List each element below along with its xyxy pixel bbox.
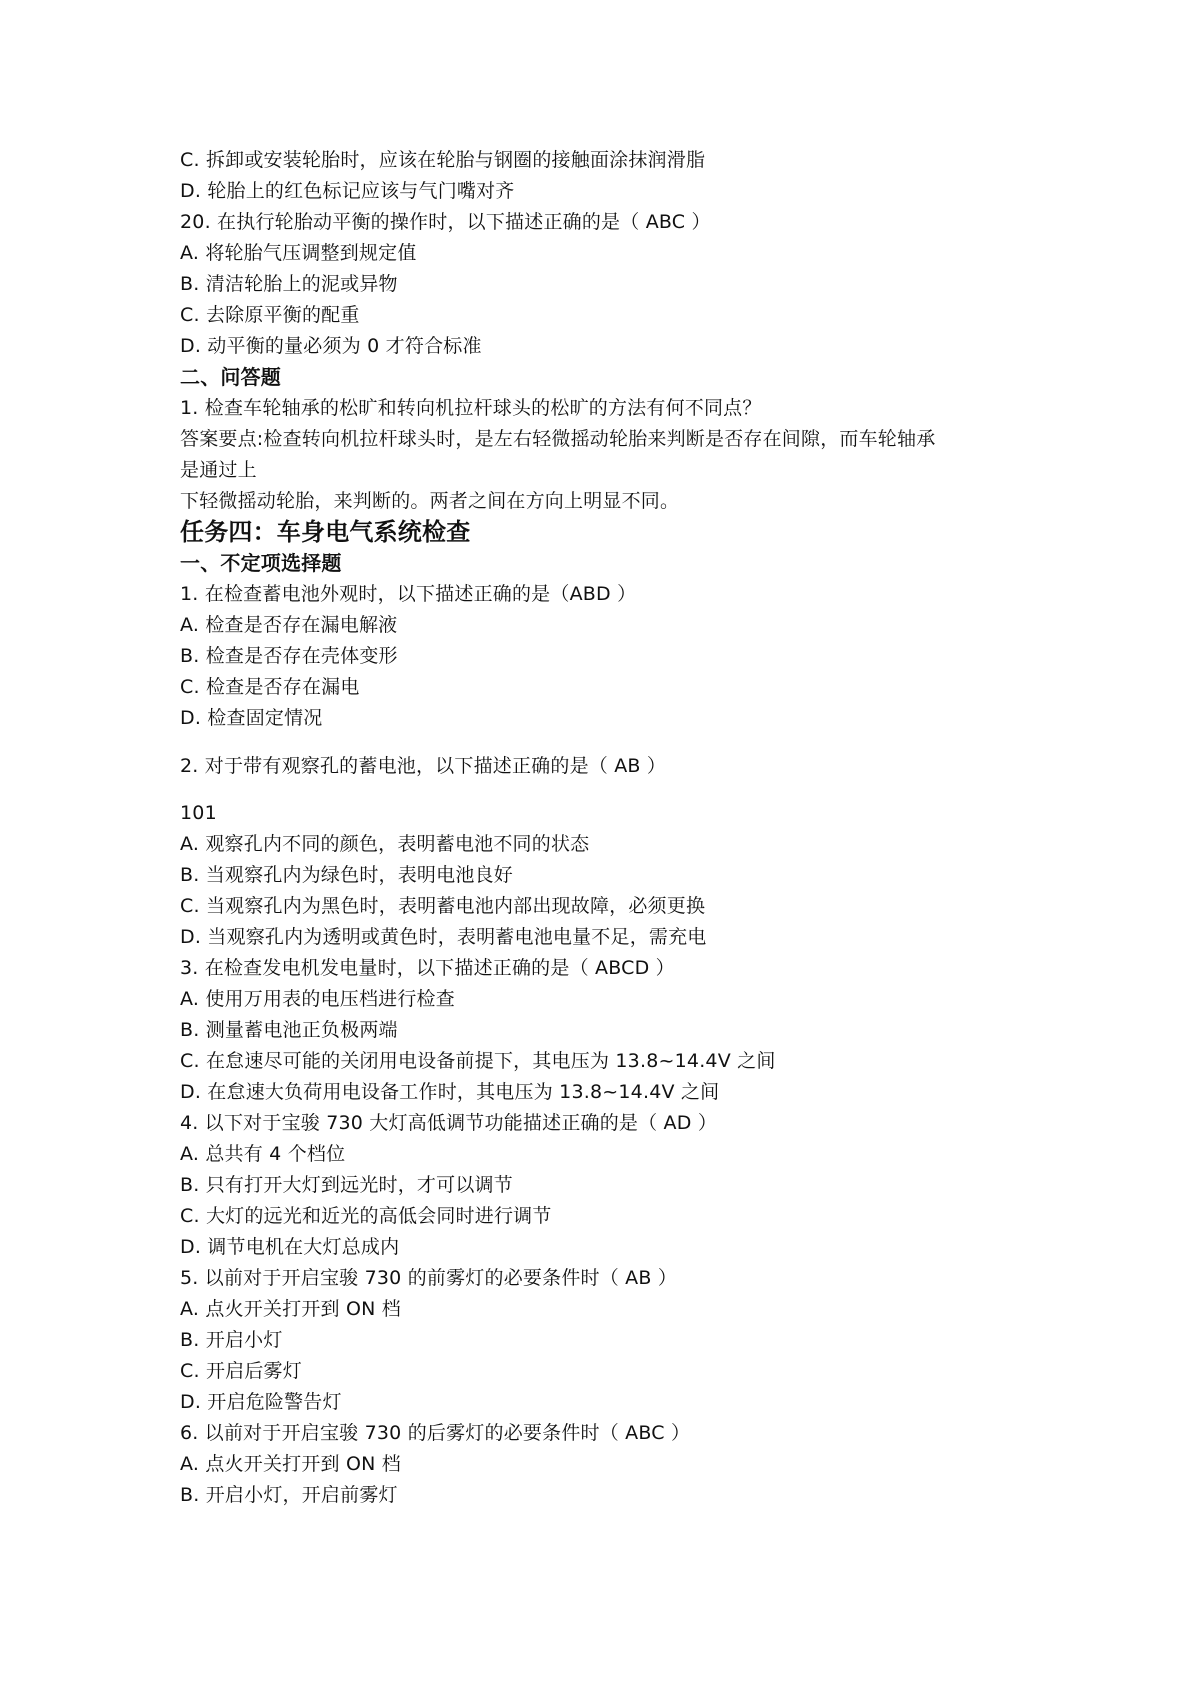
option-d: D. 动平衡的量必须为 0 才符合标准	[180, 335, 482, 357]
option-a: A. 观察孔内不同的颜色，表明蓄电池不同的状态	[180, 833, 590, 855]
option-b: B. 只有打开大灯到远光时，才可以调节	[180, 1174, 513, 1196]
question-20: 20. 在执行轮胎动平衡的操作时，以下描述正确的是（ ABC ）	[180, 211, 711, 233]
answer-line: 答案要点:检查转向机拉杆球头时，是左右轻微摇动轮胎来判断是否存在间隙，而车轮轴承	[180, 428, 936, 450]
option-d: D. 在怠速大负荷用电设备工作时，其电压为 13.8~14.4V 之间	[180, 1081, 720, 1103]
option-c: C. 检查是否存在漏电	[180, 676, 360, 698]
option-d: D. 当观察孔内为透明或黄色时，表明蓄电池电量不足，需充电	[180, 926, 707, 948]
option-b: B. 当观察孔内为绿色时，表明电池良好	[180, 864, 513, 886]
page-number: 101	[180, 802, 217, 824]
task-heading: 任务四：车身电气系统检查	[180, 518, 471, 546]
option-c: C. 在怠速尽可能的关闭用电设备前提下，其电压为 13.8~14.4V 之间	[180, 1050, 776, 1072]
answer-line: 下轻微摇动轮胎，来判断的。两者之间在方向上明显不同。	[180, 490, 680, 512]
option-b: B. 检查是否存在壳体变形	[180, 645, 398, 667]
section-heading-qa: 二、问答题	[180, 365, 281, 389]
section-heading-choice: 一、不定项选择题	[180, 551, 342, 575]
option-a: A. 总共有 4 个档位	[180, 1143, 346, 1165]
option-c: C. 去除原平衡的配重	[180, 304, 360, 326]
option-d: D. 轮胎上的红色标记应该与气门嘴对齐	[180, 180, 515, 202]
option-d: D. 检查固定情况	[180, 707, 323, 729]
option-b: B. 开启小灯，开启前雾灯	[180, 1484, 398, 1506]
qa-question-1: 1. 检查车轮轴承的松旷和转向机拉杆球头的松旷的方法有何不同点？	[180, 397, 762, 419]
option-a: A. 将轮胎气压调整到规定值	[180, 242, 417, 264]
question-4: 4. 以下对于宝骏 730 大灯高低调节功能描述正确的是（ AD ）	[180, 1112, 718, 1134]
option-d: D. 调节电机在大灯总成内	[180, 1236, 400, 1258]
option-b: B. 清洁轮胎上的泥或异物	[180, 273, 398, 295]
option-a: A. 检查是否存在漏电解液	[180, 614, 398, 636]
question-1: 1. 在检查蓄电池外观时，以下描述正确的是（ABD ）	[180, 583, 637, 605]
option-c: C. 开启后雾灯	[180, 1360, 302, 1382]
question-2: 2. 对于带有观察孔的蓄电池，以下描述正确的是（ AB ）	[180, 755, 667, 777]
option-c: C. 当观察孔内为黑色时，表明蓄电池内部出现故障，必须更换	[180, 895, 706, 917]
question-5: 5. 以前对于开启宝骏 730 的前雾灯的必要条件时（ AB ）	[180, 1267, 678, 1289]
answer-line: 是通过上	[180, 459, 257, 481]
option-d: D. 开启危险警告灯	[180, 1391, 342, 1413]
option-b: B. 开启小灯	[180, 1329, 283, 1351]
option-c: C. 拆卸或安装轮胎时，应该在轮胎与钢圈的接触面涂抹润滑脂	[180, 149, 706, 171]
option-a: A. 点火开关打开到 ON 档	[180, 1298, 401, 1320]
option-a: A. 使用万用表的电压档进行检查	[180, 988, 455, 1010]
question-6: 6. 以前对于开启宝骏 730 的后雾灯的必要条件时（ ABC ）	[180, 1422, 691, 1444]
option-b: B. 测量蓄电池正负极两端	[180, 1019, 398, 1041]
option-c: C. 大灯的远光和近光的高低会同时进行调节	[180, 1205, 552, 1227]
question-3: 3. 在检查发电机发电量时，以下描述正确的是（ ABCD ）	[180, 957, 675, 979]
option-a: A. 点火开关打开到 ON 档	[180, 1453, 401, 1475]
